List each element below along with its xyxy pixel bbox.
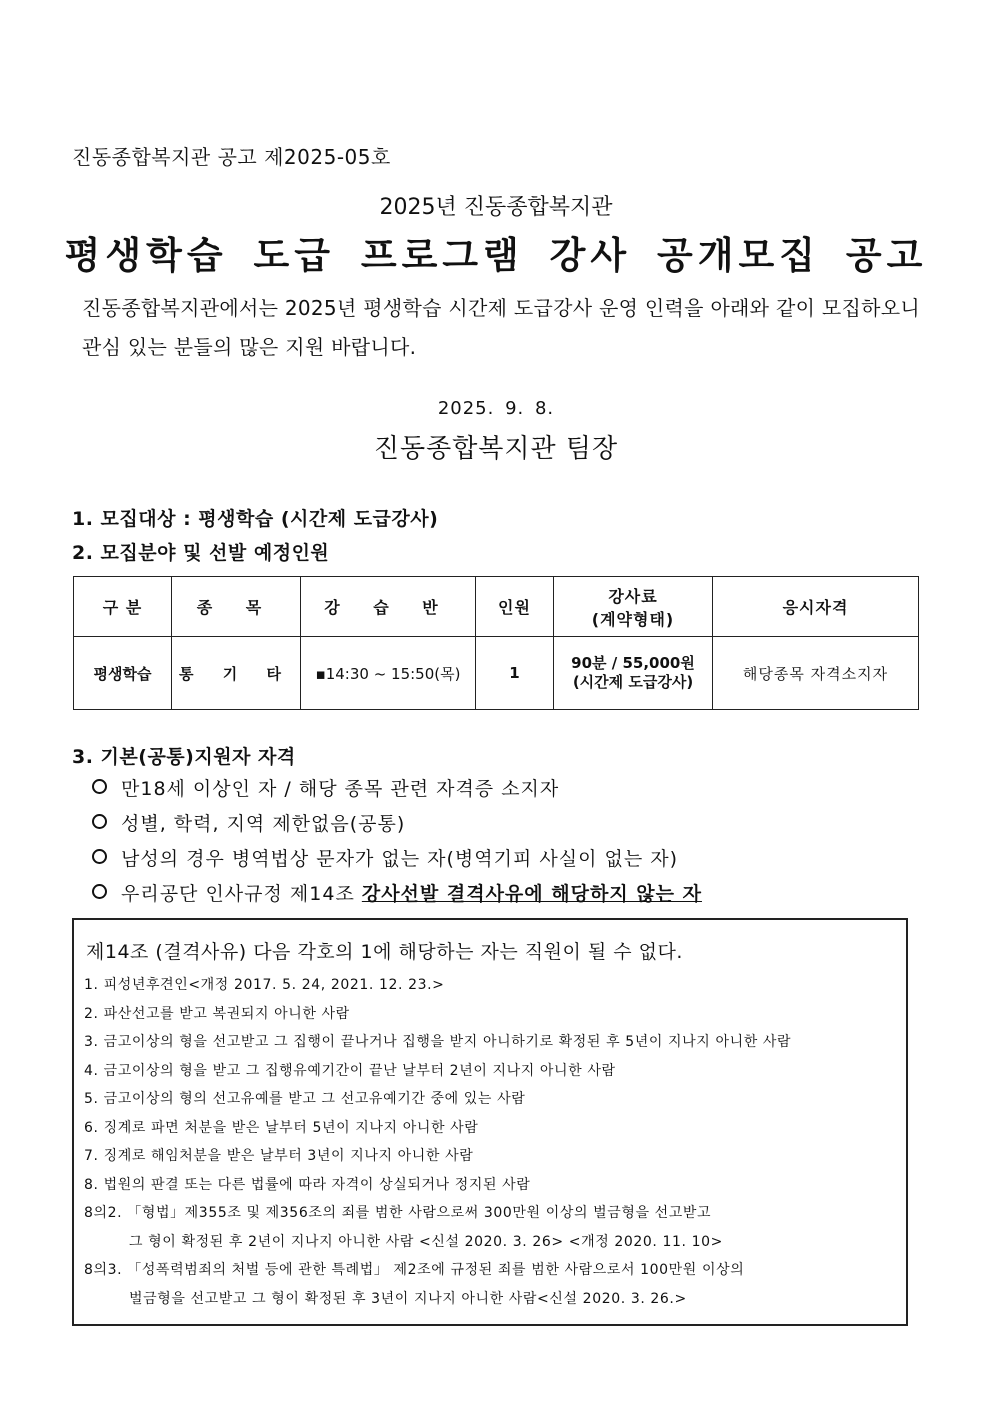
header-count: 인원 [476, 577, 554, 637]
list-item [92, 844, 702, 879]
list-item: 벌금형을 선고받고 그 형이 확정된 후 3년이 지나지 아니한 사람<신설 2020. 3. 26.> [129, 1290, 687, 1307]
article-item-list [84, 974, 791, 1316]
cell-fee-line2: (시간제 도급강사) [572, 673, 694, 691]
header-class: 강 습 반 [301, 577, 476, 637]
circle-bullet-icon [92, 779, 107, 794]
header-fee-line2: (계약형태) [591, 609, 675, 629]
requirement-text: 성별, 학력, 지역 제한없음(공통) [121, 813, 406, 835]
circle-bullet-icon [92, 884, 107, 899]
section-qualifications: 3. 기본(공통)지원자 자격 [72, 746, 296, 768]
article-box [72, 918, 908, 1326]
requirement-text: 남성의 경우 병역법상 문자가 없는 자(병역기피 사실이 없는 자) [121, 848, 678, 870]
cell-category: 평생학습 [74, 637, 172, 710]
list-item: 8의2. 「형법」제355조 및 제356조의 죄를 범한 사람으로써 300만원 이상의 벌금형을 선고받고 [84, 1205, 712, 1221]
notice-date: 2025. 9. 8. [437, 398, 555, 419]
requirement-emphasis: 강사선발 결격사유에 해당하지 않는 자 [361, 883, 702, 905]
recruitment-table [73, 576, 919, 710]
page-title: 평생학습 도급 프로그램 강사 공개모집 공고 [64, 234, 928, 277]
subtitle: 2025년 진동종합복지관 [379, 195, 613, 220]
cell-qualification: 해당종목 자격소지자 [713, 637, 919, 710]
section-recruitment-target: 1. 모집대상 : 평생학습 (시간제 도급강사) [72, 508, 439, 530]
list-item: 2. 파산선고를 받고 복권되지 아니한 사람 [84, 1005, 350, 1022]
intro-paragraph: 진동종합복지관에서는 2025년 평생학습 시간제 도급강사 운영 인력을 아래와 같이 모집하오니 관심 있는 분들의 많은 지원 바랍니다. [82, 296, 920, 359]
list-item [92, 879, 702, 914]
list-item: 7. 징계로 해임처분을 받은 날부터 3년이 지나지 아니한 사람 [84, 1148, 474, 1164]
list-item: 그 형이 확정된 후 2년이 지나지 아니한 사람 <신설 2020. 3. 26> <개정 2020. 11. 10> [129, 1233, 723, 1250]
list-item: 8. 법원의 판결 또는 다른 법률에 따라 자격이 상실되거나 정지된 사람 [84, 1176, 531, 1193]
list-item: 6. 징계로 파면 처분을 받은 날부터 5년이 지나지 아니한 사람 [84, 1119, 479, 1136]
table-header-row [74, 577, 919, 637]
list-item: 3. 금고이상의 형을 선고받고 그 집행이 끝나거나 집행을 받지 아니하기로 확정된 후 5년이 지나지 아니한 사람 [84, 1034, 792, 1050]
list-item: 4. 금고이상의 형을 받고 그 집행유예기간이 끝난 날부터 2년이 지나지 아니한 사람 [84, 1062, 616, 1079]
requirement-text: 우리공단 인사규정 제14조 [121, 883, 355, 905]
header-fee [554, 577, 713, 637]
cell-fee-line1: 90분 / 55,000원 [571, 654, 695, 672]
notice-number: 진동종합복지관 공고 제2025-05호 [72, 145, 391, 169]
list-item: 8의3. 「성폭력범죄의 처벌 등에 관한 특례법」 제2조에 규정된 죄를 범한 사람으로서 100만원 이상의 [84, 1262, 745, 1278]
header-qualification: 응시자격 [713, 577, 919, 637]
circle-bullet-icon [92, 814, 107, 829]
circle-bullet-icon [92, 849, 107, 864]
header-category: 구 분 [74, 577, 172, 637]
cell-fee [554, 637, 713, 710]
list-item [92, 774, 702, 809]
requirement-text: 만18세 이상인 자 / 해당 종목 관련 자격증 소지자 [121, 778, 560, 800]
cell-count: 1 [476, 637, 554, 710]
signer: 진동종합복지관 팀장 [373, 434, 619, 464]
list-item [92, 809, 702, 844]
table-row [74, 637, 919, 710]
article-title: 제14조 (결격사유) 다음 각호의 1에 해당하는 자는 직원이 될 수 없다. [86, 941, 683, 963]
cell-class: ▪14:30 ~ 15:50(목) [301, 637, 476, 710]
requirement-list [92, 774, 702, 914]
list-item: 1. 피성년후견인<개정 2017. 5. 24, 2021. 12. 23.> [84, 977, 445, 993]
cell-subject: 통 기 타 [172, 637, 301, 710]
header-fee-line1: 강사료 [608, 586, 658, 606]
list-item: 5. 금고이상의 형의 선고유예를 받고 그 선고유예기간 중에 있는 사람 [84, 1091, 526, 1107]
header-subject: 종 목 [172, 577, 301, 637]
section-recruitment-field: 2. 모집분야 및 선발 예정인원 [72, 542, 330, 564]
